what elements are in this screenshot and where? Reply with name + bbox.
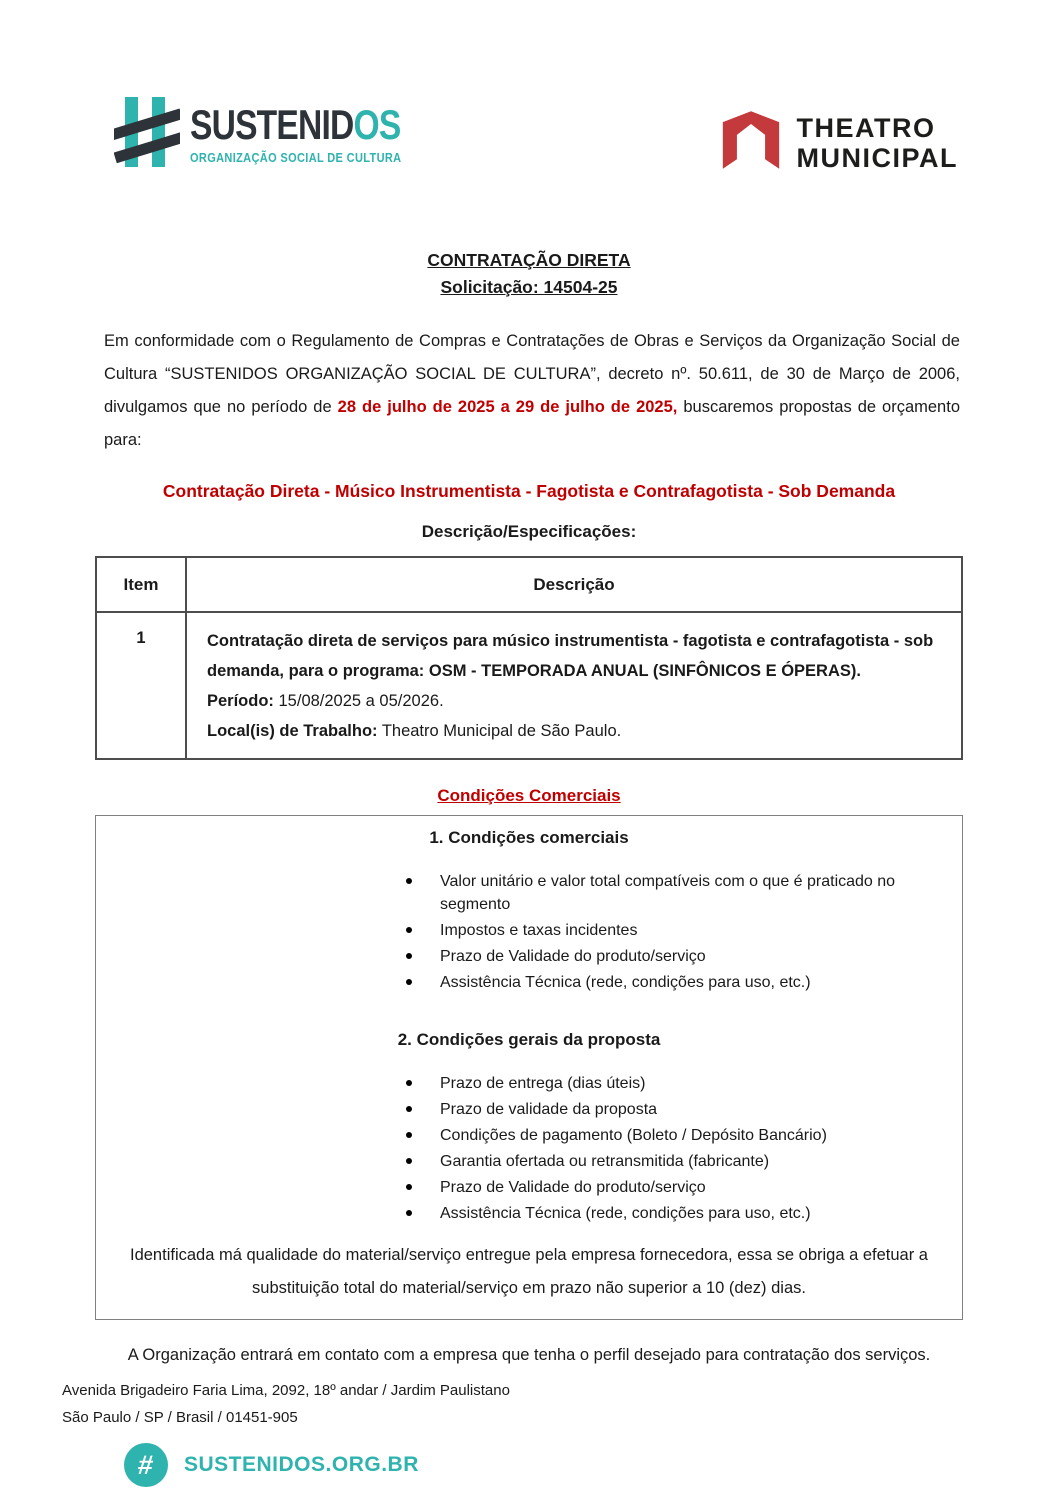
list-item: Condições de pagamento (Boleto / Depósito Bancário) (406, 1124, 952, 1147)
local-value: Theatro Municipal de São Paulo. (377, 722, 622, 740)
cell-item-number: 1 (96, 612, 186, 759)
intro-paragraph (104, 325, 960, 457)
intro-after: buscaremos propostas de orçamento para: (104, 398, 960, 449)
theatro-municipal-logo (719, 102, 959, 183)
list-item: Prazo de validade da proposta (406, 1098, 952, 1121)
list-item: Assistência Técnica (rede, condições para uso, etc.) (406, 971, 952, 994)
header (0, 0, 1058, 183)
period-label: Período: (207, 692, 274, 710)
table-header-row (96, 557, 962, 612)
bullet-icon (406, 979, 412, 985)
intro-before: Em conformidade com o Regulamento de Compras e Contratações de Obras e Serviços da Organização Social de Cultura “SUSTENIDOS ORGANIZAÇÃO SOCIAL DE CULTURA”, decreto nº. 50.611, de 30 de Março de 2006, divulgamos que no período de (104, 332, 960, 416)
cell-description (186, 612, 962, 759)
items-table (95, 556, 963, 760)
quality-note: Identificada má qualidade do material/serviço entregue pela empresa fornecedora, essa se obriga a efetuar a substituição total do material/serviço em prazo não superior a 10 (dez) dias. (130, 1246, 928, 1297)
theatro-line1: THEATRO (796, 112, 936, 143)
list-item: Valor unitário e valor total compatíveis com o que é praticado no segmento (406, 870, 952, 916)
sustenidos-logo (114, 92, 453, 177)
bullet-icon (406, 1158, 412, 1164)
site-url: SUSTENIDOS.ORG.BR (184, 1453, 419, 1476)
list-item: Prazo de entrega (dias úteis) (406, 1072, 952, 1095)
list-item: Prazo de Validade do produto/serviço (406, 945, 952, 968)
bullet-icon (406, 927, 412, 933)
table-row (96, 612, 962, 759)
section1-title: 1. Condições comerciais (429, 828, 629, 847)
commercial-conditions-box (95, 815, 963, 1320)
document-title (0, 247, 1058, 301)
title-line2: Solicitação: 14504-25 (440, 277, 618, 297)
col-header-desc: Descrição (186, 557, 962, 612)
local-label: Local(is) de Trabalho: (207, 722, 378, 740)
sustenidos-tagline: ORGANIZAÇÃO SOCIAL DE CULTURA (190, 151, 402, 165)
desc-main: Contratação direta de serviços para músico instrumentista - fagotista e contrafagotista - sob demanda, para o programa: OSM - TEMPORADA ANUAL (SINFÔNICOS E ÓPERAS). (207, 632, 934, 680)
col-header-item: Item (96, 557, 186, 612)
bullet-icon (406, 1132, 412, 1138)
bullet-icon (406, 1184, 412, 1190)
period-value: 15/08/2025 a 05/2026. (273, 692, 444, 710)
closing-statement: A Organização entrará em contato com a empresa que tenha o perfil desejado para contratação dos serviços. (127, 1346, 931, 1364)
subject-heading: Contratação Direta - Músico Instrumentista - Fagotista e Contrafagotista - Sob Demanda (162, 481, 896, 501)
footer-address (62, 1377, 1058, 1431)
section2-bullet-list (406, 1072, 952, 1225)
section2-title: 2. Condições gerais da proposta (397, 1030, 661, 1049)
title-line1: CONTRATAÇÃO DIRETA (427, 250, 631, 270)
address-line2: São Paulo / SP / Brasil / 01451-905 (62, 1409, 298, 1426)
theatro-line2: MUNICIPAL (796, 142, 958, 173)
bullet-icon (406, 1106, 412, 1112)
list-item: Garantia ofertada ou retransmitida (fabricante) (406, 1150, 952, 1173)
bullet-icon (406, 1210, 412, 1216)
bullet-icon (406, 878, 412, 884)
footer-site-logo (124, 1443, 1058, 1487)
bullet-icon (406, 1080, 412, 1086)
wordmark-teal: OS (353, 101, 401, 148)
section1-bullet-list (406, 870, 952, 994)
hashtag-circle-icon: # (124, 1443, 168, 1487)
list-item: Impostos e taxas incidentes (406, 919, 952, 942)
commercial-conditions-heading: Condições Comerciais (437, 786, 621, 805)
wordmark-dark: SUSTENID (190, 101, 354, 148)
sustenidos-wordmark (190, 101, 401, 148)
list-item: Prazo de Validade do produto/serviço (406, 1176, 952, 1199)
spec-label: Descrição/Especificações: (421, 522, 637, 541)
hashtag-icon (114, 92, 180, 177)
list-item: Assistência Técnica (rede, condições para uso, etc.) (406, 1202, 952, 1225)
bullet-icon (406, 953, 412, 959)
address-line1: Avenida Brigadeiro Faria Lima, 2092, 18º andar / Jardim Paulistano (62, 1382, 510, 1399)
intro-dates: 28 de julho de 2025 a 29 de julho de 2025, (337, 398, 678, 416)
theatro-arch-icon (719, 102, 783, 183)
